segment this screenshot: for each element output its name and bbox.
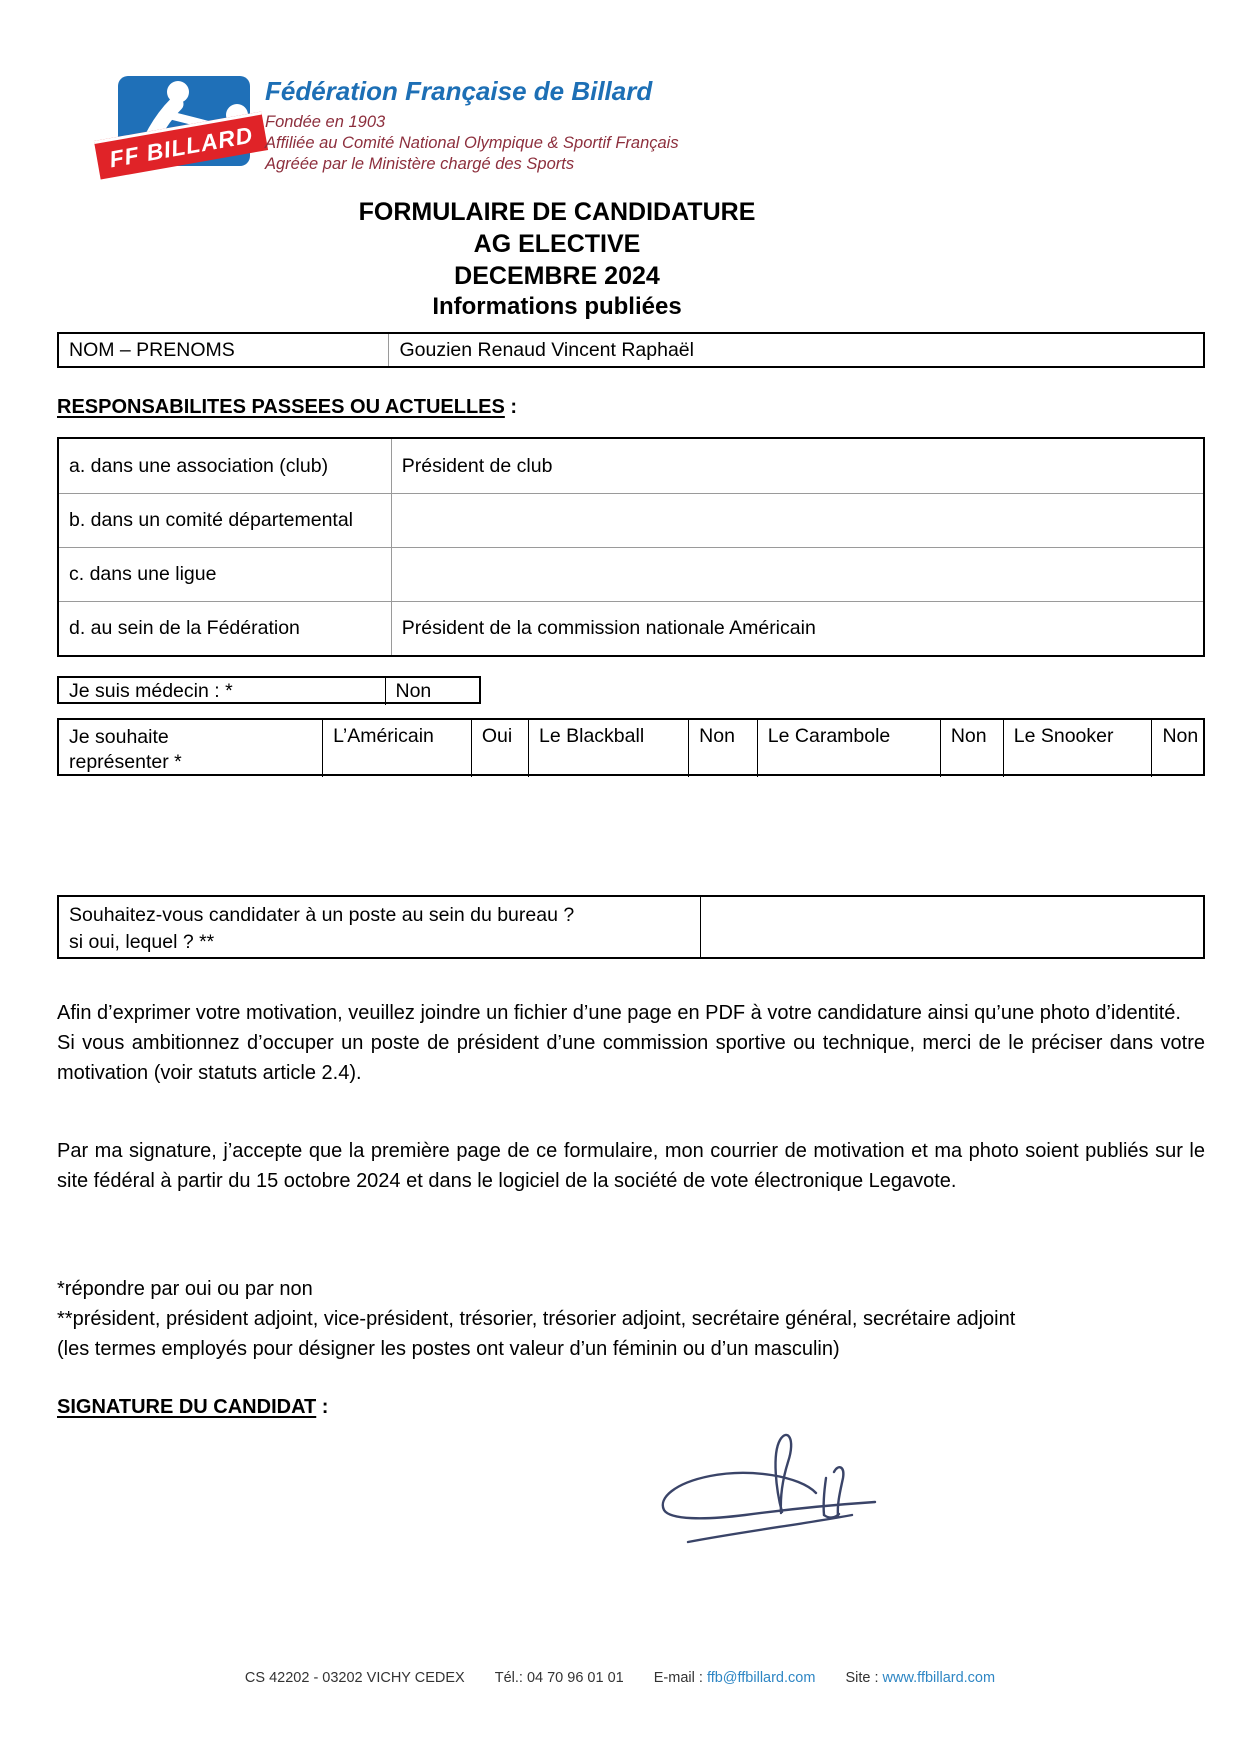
responsibility-label: c. dans une ligue [59, 547, 391, 601]
footnotes [57, 1274, 1205, 1364]
represent-table [57, 718, 1205, 776]
responsibility-value: Président de club [391, 439, 1203, 493]
represent-answer: Non [688, 720, 757, 777]
logo-text: FF BILLARD [107, 121, 256, 172]
footer-site-label: Site : [845, 1670, 879, 1686]
footnote-2: **président, président adjoint, vice-président, trésorier, trésorier adjoint, secrétaire général, secrétaire adjoint [57, 1308, 1016, 1330]
identity-value: Gouzien Renaud Vincent Raphaël [388, 334, 1203, 366]
footer-site [845, 1670, 995, 1686]
responsibility-label: a. dans une association (club) [69, 454, 329, 477]
brand-tagline: Affiliée au Comité National Olympique & Sportif Français [265, 134, 679, 152]
footer-email [654, 1670, 816, 1686]
represent-discipline: L’Américain [322, 720, 471, 777]
medecin-answer: Non [385, 678, 480, 705]
represent-answer: Non [1151, 720, 1202, 777]
bureau-question-line2: si oui, lequel ? ** [69, 931, 215, 953]
bureau-question [59, 897, 700, 958]
represent-discipline: Le Carambole [757, 720, 940, 777]
footer-email-label: E-mail : [653, 1670, 703, 1686]
bureau-question-line1: Souhaitez-vous candidater à un poste au sein du bureau ? [69, 904, 575, 926]
responsibilities-table [57, 437, 1205, 657]
footer-phone: Tél.: 04 70 96 01 01 [494, 1670, 624, 1686]
brand-title: Fédération Française de Billard [265, 76, 653, 106]
responsibilities-heading: RESPONSABILITES PASSEES OU ACTUELLES : [57, 396, 518, 418]
represent-label: Je souhaite représenter * [69, 726, 182, 773]
represent-answer: Oui [471, 720, 528, 777]
responsibility-value [391, 547, 1203, 601]
medecin-table [57, 676, 481, 704]
represent-discipline: Le Blackball [528, 720, 688, 777]
bureau-answer [700, 897, 1203, 958]
motivation-paragraph [57, 998, 1205, 1088]
footnote-3: (les termes employés pour désigner les postes ont valeur d’un féminin ou d’un masculin) [57, 1338, 840, 1360]
responsibility-value: Président de la commission nationale Américain [391, 601, 1203, 655]
footer-address: CS 42202 - 03202 VICHY CEDEX [244, 1670, 465, 1686]
footer-site-link[interactable]: www.ffbillard.com [882, 1670, 996, 1686]
title-line: AG ELECTIVE [473, 230, 641, 258]
responsibility-label: d. au sein de la Fédération [59, 601, 391, 655]
bureau-table [57, 895, 1205, 959]
signature-consent-paragraph: Par ma signature, j’accepte que la première page de ce formulaire, mon courrier de motivation et ma photo soient publiés sur le site fédéral à partir du 15 octobre 2024 et dans le logiciel de la société de vote électronique Legavote. [57, 1140, 1205, 1192]
represent-answer: Non [940, 720, 1003, 777]
ffb-logo [108, 76, 268, 176]
brand-block [265, 76, 885, 175]
form-subtitle: Informations publiées [432, 293, 682, 320]
identity-label: NOM – PRENOMS [69, 338, 235, 361]
responsibility-value [391, 493, 1203, 547]
medecin-label: Je suis médecin : * [69, 680, 233, 702]
brand-tagline: Fondée en 1903 [265, 113, 386, 131]
signature-heading: SIGNATURE DU CANDIDAT : [57, 1396, 329, 1418]
identity-table [57, 332, 1205, 368]
motivation-text-1: Afin d’exprimer votre motivation, veuillez joindre un fichier d’une page en PDF à votre candidature ainsi qu’une photo d’identité. [57, 1002, 1181, 1024]
title-line: FORMULAIRE DE CANDIDATURE [358, 198, 756, 226]
form-title [57, 196, 1057, 292]
motivation-text-2: Si vous ambitionnez d’occuper un poste de président d’une commission sportive ou technique, merci de le préciser dans votre motivation (voir statuts article 2.4). [57, 1032, 1205, 1084]
title-line: DECEMBRE 2024 [454, 262, 660, 290]
represent-discipline: Le Snooker [1003, 720, 1152, 777]
footnote-1: *répondre par oui ou par non [57, 1278, 313, 1300]
responsibility-label: b. dans un comité départemental [59, 493, 391, 547]
footer-email-link[interactable]: ffb@ffbillard.com [706, 1670, 816, 1686]
brand-tagline: Agréée par le Ministère chargé des Sports [265, 155, 575, 173]
page-footer [0, 1670, 1240, 1686]
handwritten-signature [630, 1420, 890, 1550]
